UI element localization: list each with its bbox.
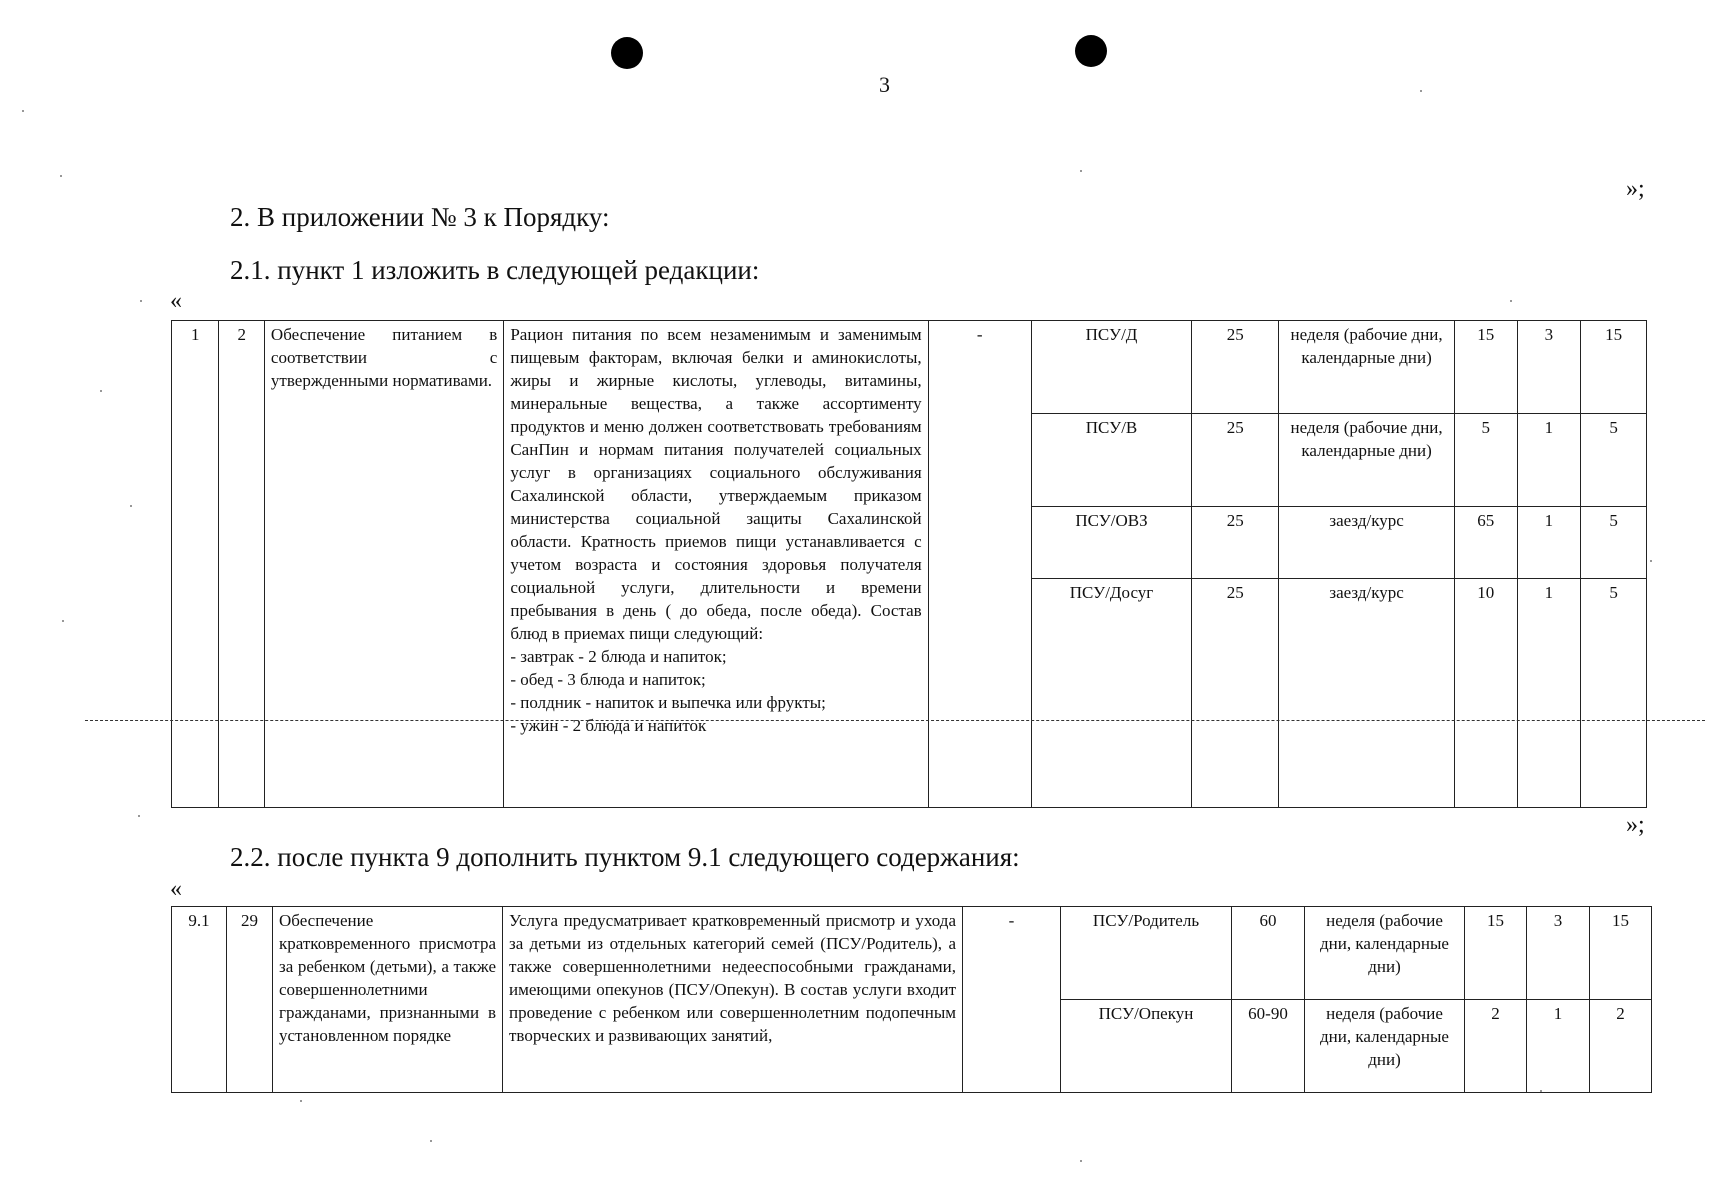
value-c-cell: 15 <box>1581 321 1647 414</box>
item-code: 29 <box>227 907 273 1093</box>
value-b-cell: 1 <box>1517 414 1581 507</box>
close-quote-table1: »; <box>1626 812 1645 838</box>
item-code: 2 <box>219 321 264 808</box>
open-quote-table1: « <box>170 288 182 314</box>
time-cell: 25 <box>1192 414 1279 507</box>
scan-speck <box>1080 1160 1082 1162</box>
value-b-cell: 3 <box>1517 321 1581 414</box>
heading-section-2-2: 2.2. после пункта 9 дополнить пунктом 9.1 следующего содержания: <box>230 842 1020 872</box>
scan-speck <box>1420 90 1422 92</box>
value-a-cell: 65 <box>1454 507 1517 579</box>
scan-speck <box>1540 1090 1542 1092</box>
value-c-cell: 5 <box>1581 414 1647 507</box>
scan-speck <box>1510 300 1512 302</box>
scan-speck <box>22 110 24 112</box>
item-number: 1 <box>172 321 219 808</box>
heading-section-2: 2. В приложении № 3 к Порядку: <box>230 202 610 232</box>
scan-speck <box>138 815 140 817</box>
close-quote-top: »; <box>1626 176 1645 202</box>
time-cell: 25 <box>1192 321 1279 414</box>
time-cell: 25 <box>1192 507 1279 579</box>
open-quote-table2: « <box>170 876 182 902</box>
category-cell: ПСУ/Досуг <box>1031 579 1192 808</box>
table-row <box>172 321 1647 414</box>
service-description <box>504 321 928 808</box>
scan-speck <box>1650 560 1652 562</box>
time-cell: 60 <box>1232 907 1305 1000</box>
category-cell: ПСУ/Опекун <box>1061 1000 1232 1093</box>
description-text: Рацион питания по всем незаменимым и заменимым пищевым факторам, включая белки и аминокислоты, жиры и жирные кислоты, углеводы, витамины, минеральные вещества, а также ассортименту продуктов и меню должен соответствовать требованиям СанПин и нормам питания получателей социальных услуг в организациях социального обслуживания Сахалинской области, утверждаемым приказом министерства социальной защиты Сахалинской области. Кратность приемов пищи устанавливается с учетом возраста и состояния здоровья получателя социальной услуги, длительности и времени пребывания в день ( до обеда, после обеда). Состав блюд в приемах пищи следующий: <box>510 325 922 643</box>
time-cell: 25 <box>1192 579 1279 808</box>
value-b-cell: 1 <box>1527 1000 1590 1093</box>
category-cell: ПСУ/Д <box>1031 321 1192 414</box>
scan-speck <box>300 1100 302 1102</box>
service-name: Обеспечение питанием в соответствии с утвержденными нормативами. <box>264 321 503 808</box>
unit-cell: заезд/курс <box>1279 507 1455 579</box>
scan-speck <box>430 1140 432 1142</box>
service-name: Обеспечение кратковременного присмотра за ребенком (детьми), а также совершеннолетними гражданами, признанными в установленном порядке <box>273 907 503 1093</box>
meal-item: - обед - 3 блюда и напиток; <box>510 670 706 689</box>
punch-hole-left <box>611 37 643 69</box>
unit-cell: неделя (рабочие дни, календарные дни) <box>1279 321 1455 414</box>
table-2 <box>171 906 1652 1093</box>
category-cell: ПСУ/В <box>1031 414 1192 507</box>
dash-cell: - <box>963 907 1061 1093</box>
value-b-cell: 1 <box>1517 579 1581 808</box>
value-a-cell: 5 <box>1454 414 1517 507</box>
category-cell: ПСУ/Родитель <box>1061 907 1232 1000</box>
value-a-cell: 15 <box>1465 907 1527 1000</box>
unit-cell: неделя (рабочие дни, календарные дни) <box>1305 1000 1465 1093</box>
value-c-cell: 2 <box>1590 1000 1652 1093</box>
heading-section-2-1: 2.1. пункт 1 изложить в следующей редакции: <box>230 255 760 285</box>
scan-speck <box>60 175 62 177</box>
scan-speck <box>140 300 142 302</box>
category-cell: ПСУ/ОВЗ <box>1031 507 1192 579</box>
unit-cell: неделя (рабочие дни, календарные дни) <box>1305 907 1465 1000</box>
time-cell: 60-90 <box>1232 1000 1305 1093</box>
value-c-cell: 15 <box>1590 907 1652 1000</box>
scan-speck <box>62 620 64 622</box>
value-a-cell: 15 <box>1454 321 1517 414</box>
punch-hole-right <box>1075 35 1107 67</box>
value-a-cell: 10 <box>1454 579 1517 808</box>
service-description: Услуга предусматривает кратковременный присмотр и ухода за детьми из отдельных категорий семей (ПСУ/Родитель), а также совершеннолетними недееспособными гражданами, имеющими опекунов (ПСУ/Опекун). В состав услуги входит проведение с ребенком или совершеннолетним подопечным творческих и развивающих занятий, <box>503 907 963 1093</box>
value-a-cell: 2 <box>1465 1000 1527 1093</box>
value-b-cell: 1 <box>1517 507 1581 579</box>
unit-cell: заезд/курс <box>1279 579 1455 808</box>
unit-cell: неделя (рабочие дни, календарные дни) <box>1279 414 1455 507</box>
dash-cell: - <box>928 321 1031 808</box>
fold-line <box>85 720 1705 721</box>
value-c-cell: 5 <box>1581 579 1647 808</box>
scan-speck <box>130 505 132 507</box>
meal-item: - завтрак - 2 блюда и напиток; <box>510 647 727 666</box>
page-number: 3 <box>879 72 890 97</box>
meal-item: - полдник - напиток и выпечка или фрукты; <box>510 693 826 712</box>
scan-speck <box>1080 170 1082 172</box>
meal-item: - ужин - 2 блюда и напиток <box>510 716 707 735</box>
item-number: 9.1 <box>172 907 227 1093</box>
scan-speck <box>100 390 102 392</box>
table-1 <box>171 320 1647 808</box>
value-b-cell: 3 <box>1527 907 1590 1000</box>
table-row <box>172 907 1652 1000</box>
value-c-cell: 5 <box>1581 507 1647 579</box>
